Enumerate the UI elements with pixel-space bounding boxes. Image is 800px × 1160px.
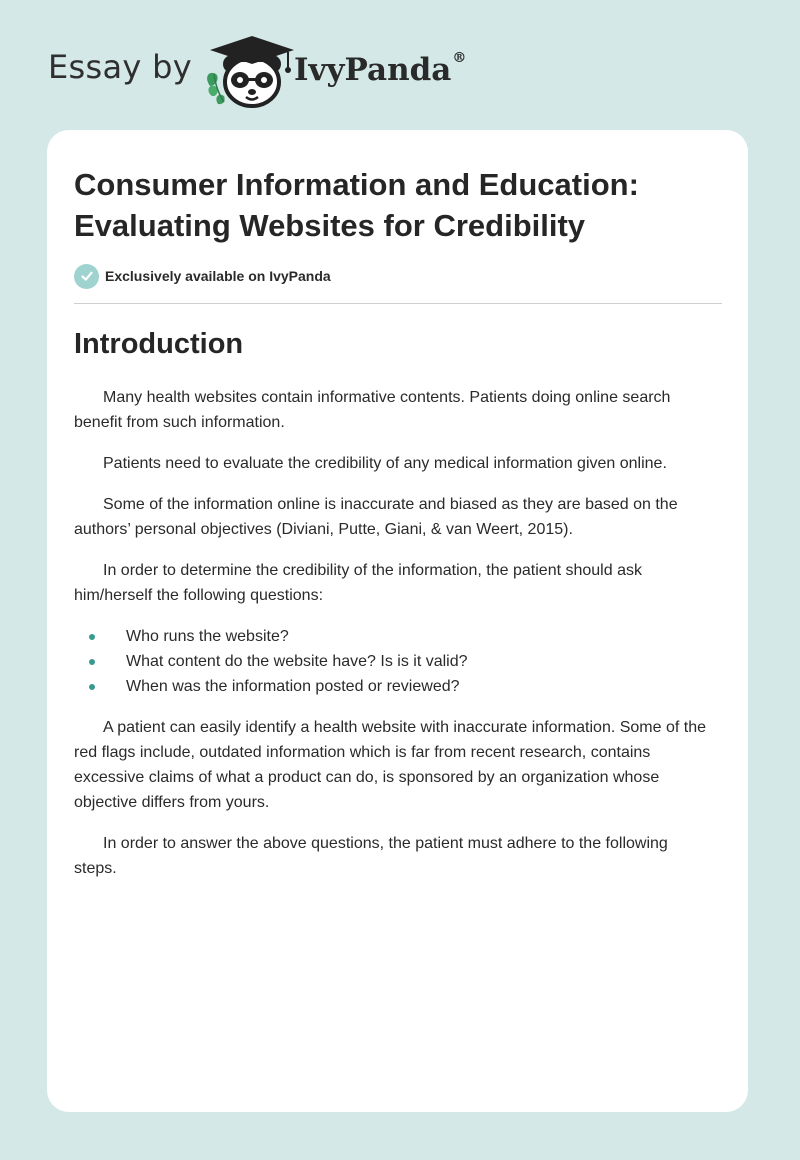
paragraph: Patients need to evaluate the credibility of any medical information given online. (103, 455, 667, 472)
paragraph: In order to answer the above questions, the patient must adhere to the following steps. (74, 835, 668, 877)
essay-title: Consumer Information and Education: Evaluating Websites for Credibility (74, 167, 639, 243)
paragraph: A patient can easily identify a health website with inaccurate information. Some of the red flags include, outdated information which is far from recent research, contains excessive claims of what a product can do, is sponsored by an organization whose objective differs from yours. (74, 719, 707, 811)
exclusive-badge (74, 263, 331, 289)
panda-logo-icon (202, 34, 298, 110)
list-item: When was the information posted or reviewed? (74, 674, 714, 699)
site-header (48, 34, 468, 110)
section-heading: Introduction (74, 328, 244, 360)
paragraph: Many health websites contain informative contents. Patients doing online search benefit from such information. (74, 389, 671, 431)
essay-body (74, 385, 714, 897)
essay-card (47, 130, 748, 1112)
paragraph: Some of the information online is inaccurate and biased as they are based on the authors’ personal objectives (Diviani, Putte, Giani, & van Weert, 2015). (74, 496, 678, 538)
brand-name: IvyPanda® (294, 50, 467, 88)
list-item: What content do the website have? Is is it valid? (74, 649, 714, 674)
check-icon (74, 264, 99, 289)
question-list (74, 624, 714, 699)
list-item: Who runs the website? (74, 624, 714, 649)
paragraph: In order to determine the credibility of the information, the patient should ask him/herself the following questions: (74, 562, 642, 604)
divider (74, 303, 722, 304)
trademark-symbol: ® (452, 50, 467, 66)
badge-label: Exclusively available on IvyPanda (105, 268, 331, 284)
essay-by-label: Essay by (48, 48, 192, 86)
